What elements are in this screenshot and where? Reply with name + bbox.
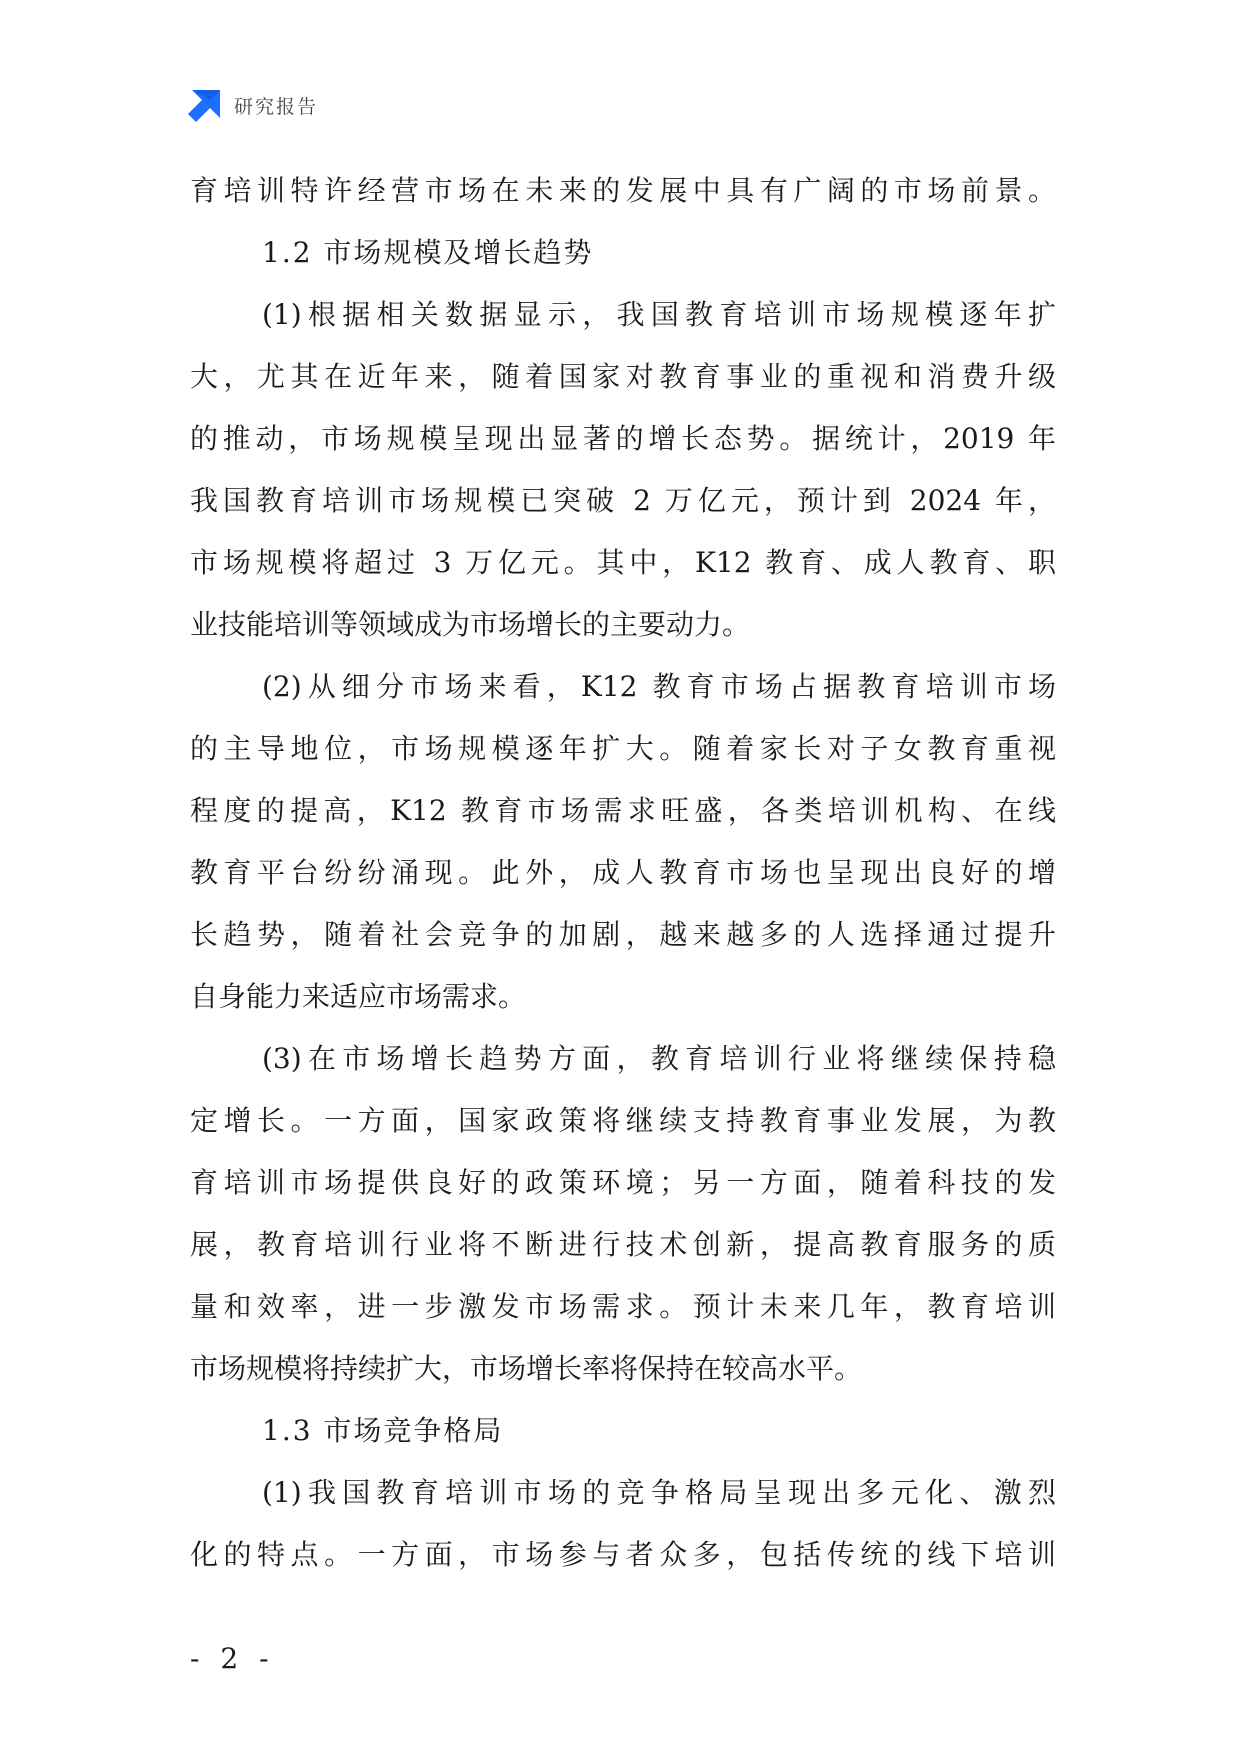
text-line: (2)从细分市场来看，K12 教育市场占据教育培训市场 <box>262 670 1056 703</box>
text-line: 市场规模将超过 3 万亿元。其中，K12 教育、成人教育、职 <box>190 546 1056 579</box>
text-line: (1)我国教育培训市场的竞争格局呈现出多元化、激烈 <box>262 1476 1056 1509</box>
text-line: 业技能培训等领域成为市场增长的主要动力。 <box>190 608 751 641</box>
text-line: 程度的提高，K12 教育市场需求旺盛，各类培训机构、在线 <box>190 794 1056 827</box>
text-line: 自身能力来适应市场需求。 <box>190 980 527 1013</box>
text-line: 量和效率，进一步激发市场需求。预计未来几年，教育培训 <box>190 1290 1056 1323</box>
text-line: 的主导地位，市场规模逐年扩大。随着家长对子女教育重视 <box>190 732 1056 765</box>
section-heading: 1.3 市场竞争格局 <box>262 1414 504 1447</box>
header-title: 研究报告 <box>234 95 319 118</box>
report-header <box>188 88 318 122</box>
arrow-up-right-icon <box>188 88 222 122</box>
text-line: 市场规模将持续扩大，市场增长率将保持在较高水平。 <box>190 1352 863 1385</box>
text-line: 教育平台纷纷涌现。此外，成人教育市场也呈现出良好的增 <box>190 856 1056 889</box>
text-line: 的推动，市场规模呈现出显著的增长态势。据统计，2019 年 <box>190 422 1056 455</box>
text-line: 我国教育培训市场规模已突破 2 万亿元，预计到 2024 年， <box>190 484 1056 517</box>
text-line: 长趋势，随着社会竞争的加剧，越来越多的人选择通过提升 <box>190 918 1056 951</box>
text-line: 育培训市场提供良好的政策环境；另一方面，随着科技的发 <box>190 1166 1056 1199</box>
text-line: 定增长。一方面，国家政策将继续支持教育事业发展，为教 <box>190 1104 1056 1137</box>
text-line: 大，尤其在近年来，随着国家对教育事业的重视和消费升级 <box>190 360 1056 393</box>
text-line: (1)根据相关数据显示，我国教育培训市场规模逐年扩 <box>262 298 1056 331</box>
text-line: 育培训特许经营市场在未来的发展中具有广阔的市场前景。 <box>190 174 1056 207</box>
section-heading: 1.2 市场规模及增长趋势 <box>262 236 594 269</box>
body-text <box>190 160 1056 1586</box>
text-line: 化的特点。一方面，市场参与者众多，包括传统的线下培训 <box>190 1538 1056 1571</box>
text-line: (3)在市场增长趋势方面，教育培训行业将继续保持稳 <box>262 1042 1056 1075</box>
page-number: - 2 - <box>190 1642 275 1675</box>
text-line: 展，教育培训行业将不断进行技术创新，提高教育服务的质 <box>190 1228 1056 1261</box>
